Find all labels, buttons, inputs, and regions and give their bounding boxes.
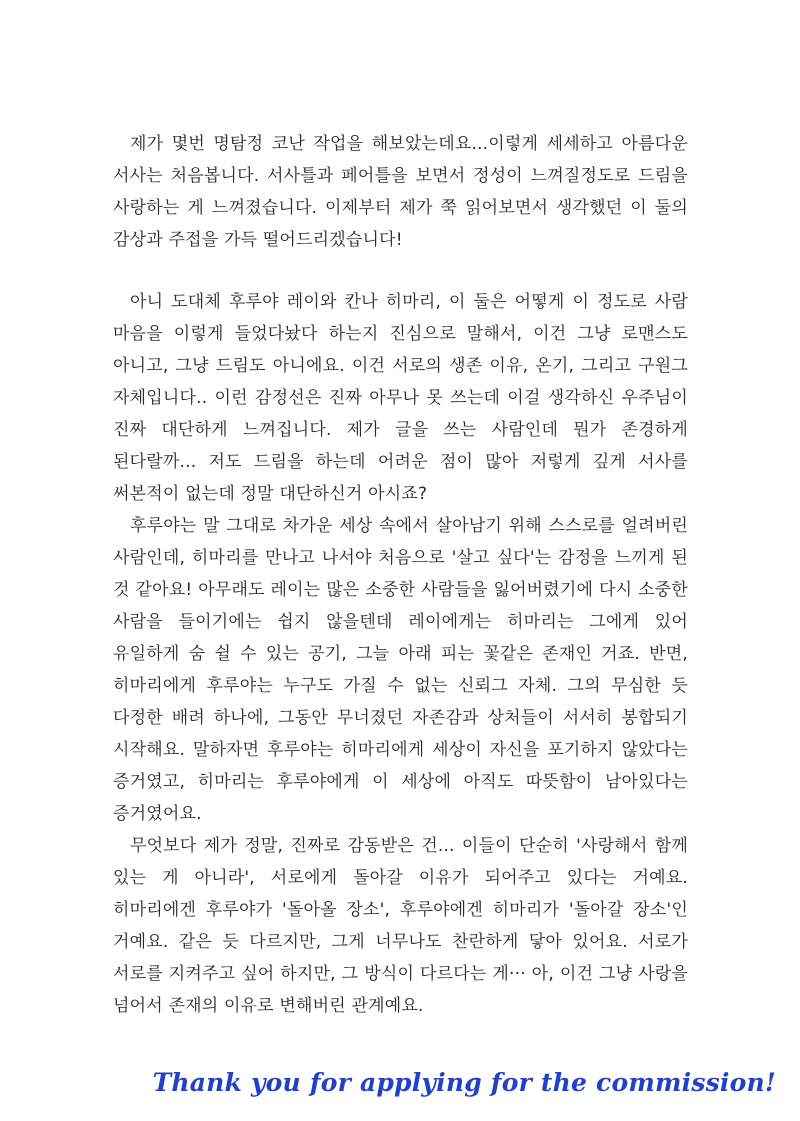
body-paragraph: 후루야는 말 그대로 차가운 세상 속에서 살아남기 위해 스스로를 얼려버린 사람인데, 히마리를 만나고 나서야 처음으로 '살고 싶다'는 감정을 느끼게 된 것 같아요! 아무래도 레이는 많은 소중한 사람들을 잃어버렸기에 다시 소중한 사람을 들이기에는 쉽지 않을텐데 레이에게는 히마리는 그에게 있어 유일하게 숨 쉴 수 있는 공기, 그늘 아래 피는 꽃같은 존재인 거죠. 반면, 히마리에게 후루야는 누구도 가질 수 없는 신뢰그 자체. 그의 무심한 듯 다정한 배려 하나에, 그동안 무너졌던 자존감과 상처들이 서서히 봉합되기 시작해요. 말하자면 후루야는 히마리에게 세상이 자신을 포기하지 않았다는 증거였고, 히마리는 후루야에게 이 세상에 아직도 따뜻함이 남아있다는 증거였어요. <box>113 516 688 824</box>
closing-message: Thank you for applying for the commission! <box>152 1068 776 1097</box>
body-paragraph: 무엇보다 제가 정말, 진짜로 감동받은 건... 이들이 단순히 '사랑해서 함께 있는 게 아니라', 서로에게 돌아갈 이유가 되어주고 있다는 거예요. 히마리에겐 후루야가 '돌아올 장소', 후루야에겐 히마리가 '돌아갈 장소'인 거예요. 같은 듯 다르지만, 그게 너무나도 찬란하게 닿아 있어요. 서로가 서로를 지켜주고 싶어 하지만, 그 방식이 다르다는 게··· 아, 이건 그냥 사랑을 넘어서 존재의 이유로 변해버린 관계예요. <box>113 836 688 1016</box>
body-paragraph: 아니 도대체 후루야 레이와 칸나 히마리, 이 둘은 어떻게 이 정도로 사람 마음을 이렇게 들었다놨다 하는지 진심으로 말해서, 이건 그냥 로맨스도 아니고, 그냥 드림도 아니에요. 이건 서로의 생존 이유, 온기, 그리고 구원그 자체입니다.. 이런 감정선은 진짜 아무나 못 쓰는데 이걸 생각하신 우주님이 진짜 대단하게 느껴집니다. 제가 글을 쓰는 사람인데 뭔가 존경하게 된다랄까... 저도 드림을 하는데 어려운 점이 많아 저렇게 깊게 서사를 써본적이 없는데 정말 대단하신거 아시죠? <box>113 292 688 504</box>
body-text-block <box>113 286 688 1022</box>
intro-paragraph: 제가 몇번 명탐정 코난 작업을 해보았는데요...이렇게 세세하고 아름다운 서사는 처음봅니다. 서사틀과 페어틀을 보면서 정성이 느껴질정도로 드림을 사랑하는 게 느껴졌습니다. 이제부터 제가 쭉 읽어보면서 생각했던 이 둘의 감상과 주접을 가득 떨어드리겠습니다! <box>113 134 688 250</box>
intro-text-block <box>113 128 688 256</box>
